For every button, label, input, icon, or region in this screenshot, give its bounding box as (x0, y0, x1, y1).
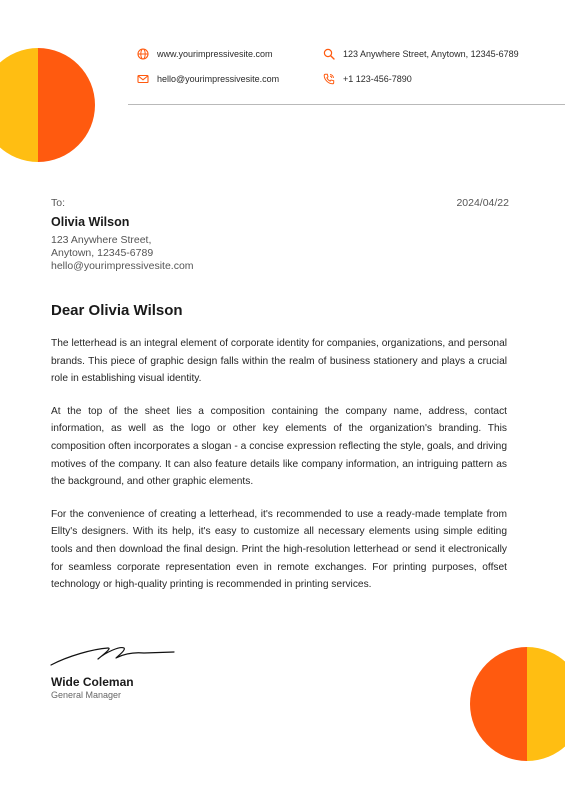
header-website (137, 48, 273, 60)
recipient-name: Olivia Wilson (51, 215, 130, 229)
letter-date: 2024/04/22 (456, 197, 509, 209)
signer-name: Wide Coleman (51, 675, 134, 689)
header-phone (323, 73, 412, 85)
email-text: hello@yourimpressivesite.com (157, 74, 280, 84)
orange-half-circle (470, 647, 527, 761)
paragraph: The letterhead is an integral element of corporate identity for companies, organizations, and personal brands. This piece of graphic design falls within the realm of business stationery and plays a crucial role in establishing visual identity. (51, 338, 507, 385)
globe-icon (137, 48, 149, 60)
phone-icon (323, 73, 335, 85)
paragraph: For the convenience of creating a letterhead, it's recommended to use a ready-made template from Ellty's designers. With its help, it's easy to customize all necessary elements using simple editing tools and then download the final design. Print the high-resolution letterhead or send it electronically for seamless corporate representation even in remote exchanges. For printing purposes, offset technology or high-quality printing is recommended in printing services. (51, 508, 507, 591)
greeting: Dear Olivia Wilson (51, 302, 183, 319)
yellow-half-circle (527, 647, 565, 761)
address-text: 123 Anywhere Street, Anytown, 12345-6789 (343, 49, 519, 59)
signature-scribble (48, 642, 178, 668)
recipient-address-line2: Anytown, 12345-6789 (51, 247, 154, 259)
header-email (137, 73, 279, 85)
recipient-email: hello@yourimpressivesite.com (51, 260, 194, 272)
recipient-address (51, 234, 194, 273)
paragraph: At the top of the sheet lies a composition containing the company name, address, contact information, as well as the logo or other key elements of the organization's branding. This composition often incorporates a slogan - a concise expression reflecting the style, goals, and driving motives of the company. It can also feature details like company information, an intriguing pattern as the background, and other graphic elements. (51, 405, 507, 488)
website-text: www.yourimpressivesite.com (157, 49, 273, 59)
header-address (323, 48, 519, 60)
recipient-address-line1: 123 Anywhere Street, (51, 234, 152, 246)
letter-body (51, 335, 507, 609)
signer-title: General Manager (51, 690, 122, 700)
header-divider (128, 104, 565, 105)
mail-icon (137, 73, 149, 85)
to-label: To: (51, 197, 66, 209)
orange-half-circle (38, 48, 95, 162)
bottom-right-decoration (470, 647, 565, 761)
search-icon (323, 48, 335, 60)
yellow-half-circle (0, 48, 38, 162)
top-left-decoration (0, 48, 96, 162)
phone-text: +1 123-456-7890 (343, 74, 412, 84)
